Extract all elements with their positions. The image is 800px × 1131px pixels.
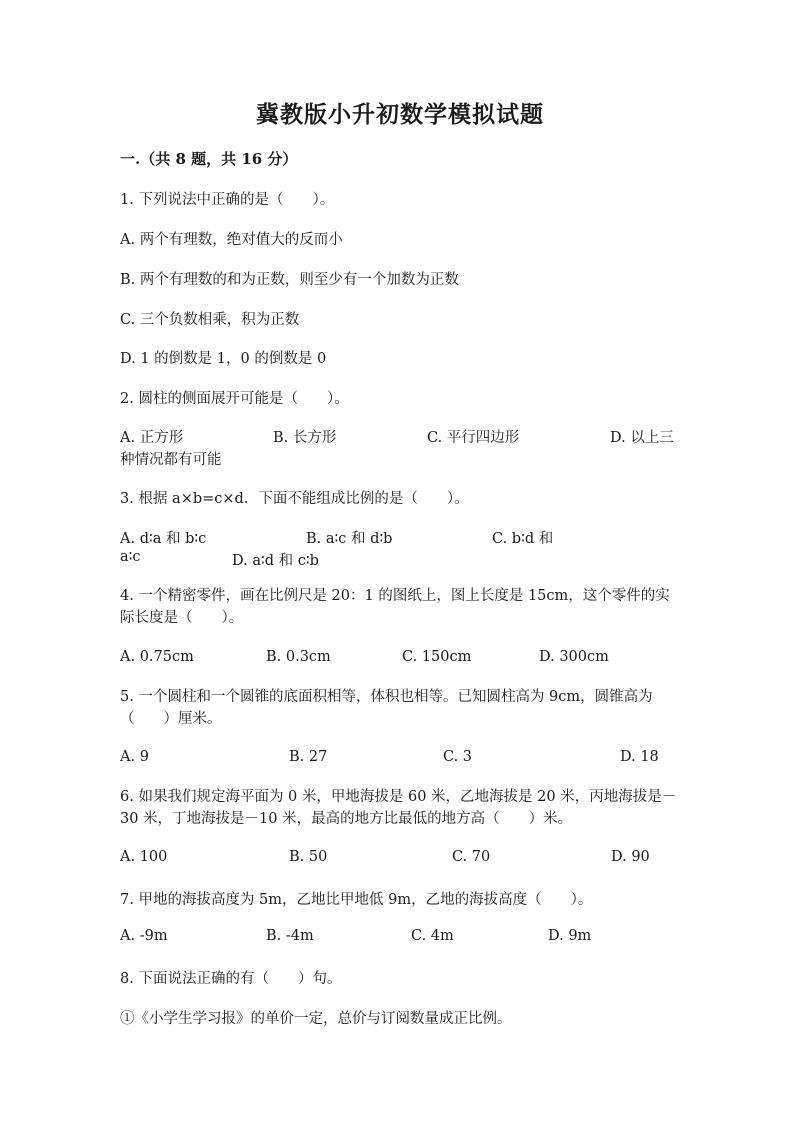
question-1-stem: 1. 下列说法中正确的是（ ）。 <box>120 192 335 208</box>
question-4-option-a: A. 0.75cm <box>120 649 194 665</box>
question-4-stem: 4. 一个精密零件，画在比例尺是 20：1 的图纸上，图上长度是 15cm，这个零件的实际长度是（ ）。 <box>120 588 670 626</box>
question-2-option-d-continued: 种情况都有可能 <box>120 452 222 468</box>
question-6-option-d: D. 90 <box>611 849 650 865</box>
question-3-option-d: D. a∶d 和 c∶b <box>232 553 319 569</box>
question-5-option-c: C. 3 <box>443 749 473 765</box>
question-5-stem: 5. 一个圆柱和一个圆锥的底面积相等，体积也相等。已知圆柱高为 9cm，圆锥高为（ ）厘米。 <box>120 689 653 727</box>
question-8-statement-1: ①《小学生学习报》的单价一定，总价与订阅数量成正比例。 <box>120 1011 512 1027</box>
question-8-stem: 8. 下面说法正确的有（ ）句。 <box>120 971 342 987</box>
question-4-option-b: B. 0.3cm <box>266 649 331 665</box>
question-7-option-d: D. 9m <box>548 928 592 944</box>
section-header: 一.（共 8 题，共 16 分） <box>120 150 298 168</box>
question-2-option-c: C. 平行四边形 <box>427 430 520 446</box>
question-3-option-c-continued: a∶c <box>120 549 141 565</box>
question-5-option-b: B. 27 <box>289 749 328 765</box>
question-6-option-b: B. 50 <box>289 849 328 865</box>
question-5-option-a: A. 9 <box>120 749 149 765</box>
question-5-option-d: D. 18 <box>620 749 659 765</box>
question-1-option-d: D. 1 的倒数是 1，0 的倒数是 0 <box>120 351 327 367</box>
question-3-option-b: B. a∶c 和 d∶b <box>306 531 393 547</box>
question-2-stem: 2. 圆柱的侧面展开可能是（ ）。 <box>120 391 349 407</box>
question-4-option-c: C. 150cm <box>402 649 472 665</box>
question-6-stem: 6. 如果我们规定海平面为 0 米，甲地海拔是 60 米，乙地海拔是 20 米，丙地海拔是－30 米，丁地海拔是－10 米，最高的地方比最低的地方高（ ）米。 <box>120 789 677 827</box>
question-1-option-b: B. 两个有理数的和为正数，则至少有一个加数为正数 <box>120 272 459 288</box>
question-7-option-b: B. -4m <box>266 928 314 944</box>
question-2-option-b: B. 长方形 <box>273 430 337 446</box>
question-7-option-a: A. -9m <box>120 928 168 944</box>
question-6-option-c: C. 70 <box>452 849 491 865</box>
question-2-option-a: A. 正方形 <box>120 430 184 446</box>
page-title: 冀教版小升初数学模拟试题 <box>256 101 544 128</box>
question-6-option-a: A. 100 <box>120 849 168 865</box>
question-3-option-c: C. b∶d 和 <box>492 531 554 547</box>
question-4-option-d: D. 300cm <box>539 649 609 665</box>
question-7-stem: 7. 甲地的海拔高度为 5m，乙地比甲地低 9m，乙地的海拔高度（ ）。 <box>120 892 593 908</box>
question-3-option-a: A. d∶a 和 b∶c <box>120 531 207 547</box>
question-2-option-d: D. 以上三 <box>610 430 674 446</box>
question-1-option-c: C. 三个负数相乘，积为正数 <box>120 312 300 328</box>
question-1-option-a: A. 两个有理数，绝对值大的反而小 <box>120 232 343 248</box>
question-7-option-c: C. 4m <box>411 928 454 944</box>
question-3-stem: 3. 根据 a×b=c×d．下面不能组成比例的是（ ）。 <box>120 491 469 507</box>
